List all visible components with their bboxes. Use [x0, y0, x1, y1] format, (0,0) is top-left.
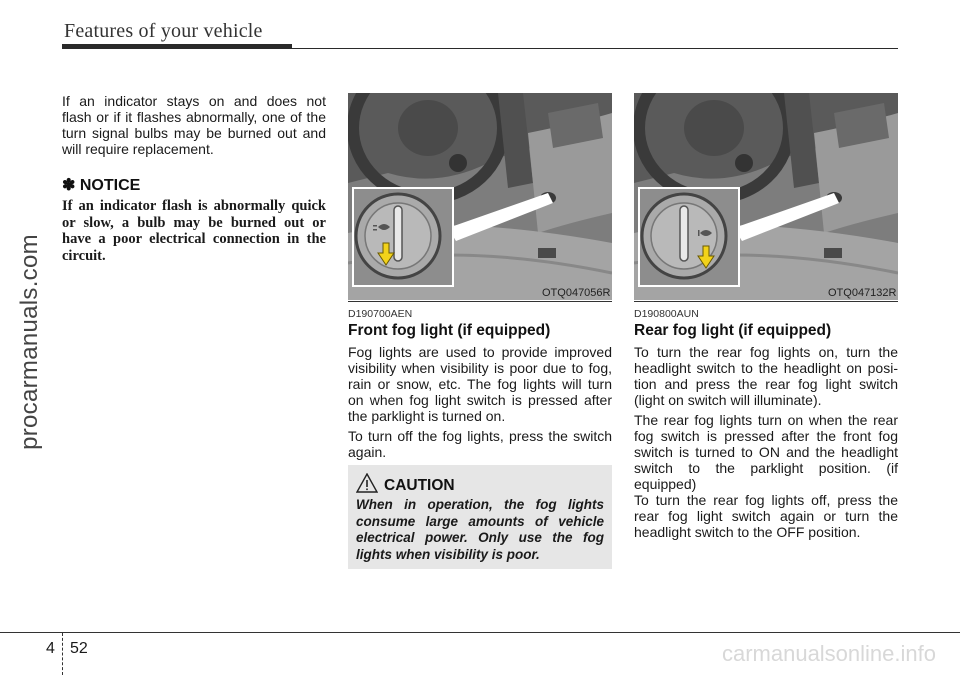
text-line: on when fog light switch is pressed after: [348, 392, 612, 408]
front-fog-paragraph-2: [348, 428, 612, 460]
text-line: flash or if it flashes abnormally, one of the: [62, 109, 326, 125]
text-line: switch is turned to ON and the headlight: [634, 444, 898, 460]
header-rule-thin: [292, 48, 898, 49]
rear-fog-paragraph-3: [634, 492, 898, 540]
caution-heading: CAUTION: [384, 477, 455, 494]
caution-box: [348, 465, 612, 569]
text-line: To turn off the fog lights, press the switch: [348, 428, 612, 444]
footer-rule: [0, 632, 960, 633]
text-line: fog switch is pressed after the front fog: [634, 428, 898, 444]
text-line: equipped): [634, 476, 697, 492]
text-line: circuit.: [62, 247, 106, 264]
footer-separator: [62, 633, 63, 675]
warning-icon: [356, 473, 378, 493]
rear-fog-paragraph-1: [634, 344, 898, 408]
text-line: (light on switch will illuminate).: [634, 392, 822, 408]
header-rule-thick: [62, 44, 292, 49]
text-line: To turn the rear fog lights on, turn the: [634, 344, 898, 360]
notice-text: [62, 198, 326, 264]
text-line: The rear fog lights turn on when the rear: [634, 412, 898, 428]
text-line: again.: [348, 444, 387, 460]
caution-text: [356, 497, 604, 563]
text-line: the parklight is turned on.: [348, 408, 506, 424]
section-heading: Rear fog light (if equipped): [634, 322, 832, 339]
text-line: If an indicator flash is abnormally quick: [62, 198, 326, 214]
text-line: consume large amounts of vehicle: [356, 513, 604, 529]
front-fog-switch-figure: [348, 93, 612, 300]
text-line: headlight switch to the OFF position.: [634, 524, 861, 540]
rear-fog-paragraph-2: [634, 412, 898, 492]
text-line: If an indicator stays on and does not: [62, 93, 326, 109]
text-line: rear fog light switch again or turn the: [634, 508, 898, 524]
text-line: headlight switch to the headlight on posi-: [634, 360, 898, 376]
bottom-watermark: carmanualsonline.info: [721, 641, 936, 666]
section-heading: Front fog light (if equipped): [348, 322, 551, 339]
caption-rule: [348, 301, 612, 302]
text-line: have a poor electrical connection in the: [62, 231, 326, 247]
intro-paragraph: [62, 93, 326, 157]
text-line: When in operation, the fog lights: [356, 497, 604, 512]
notice-heading: ✽ NOTICE: [62, 177, 141, 194]
text-line: rain or snow, etc. The fog lights will turn: [348, 376, 612, 392]
chapter-number: 4: [46, 640, 55, 657]
text-line: or slow, a bulb may be burned out or: [62, 214, 326, 231]
chapter-title: Features of your vehicle: [64, 20, 263, 42]
text-line: To turn the rear fog lights off, press the: [634, 492, 898, 508]
text-line: lights when visibility is poor.: [356, 546, 540, 562]
section-code: D190700AEN: [348, 308, 413, 320]
section-code: D190800AUN: [634, 308, 699, 320]
text-line: Fog lights are used to provide improved: [348, 344, 612, 360]
front-fog-paragraph-1: [348, 344, 612, 424]
text-line: will require replacement.: [62, 141, 214, 157]
page-number: 52: [70, 640, 88, 657]
text-line: switch to the parklight position. (if: [634, 460, 898, 476]
figure-caption: OTQ047132R: [828, 287, 897, 299]
caption-rule: [634, 301, 898, 302]
text-line: visibility when visibility is poor due to fog,: [348, 360, 612, 376]
text-line: turn signal bulbs may be burned out and: [62, 125, 326, 141]
figure-caption: OTQ047056R: [542, 287, 611, 299]
side-watermark: procarmanuals.com: [16, 234, 43, 450]
text-line: electrical power. Only use the fog: [356, 530, 604, 545]
rear-fog-switch-figure: [634, 93, 898, 300]
text-line: tion and press the rear fog light switch: [634, 376, 898, 392]
